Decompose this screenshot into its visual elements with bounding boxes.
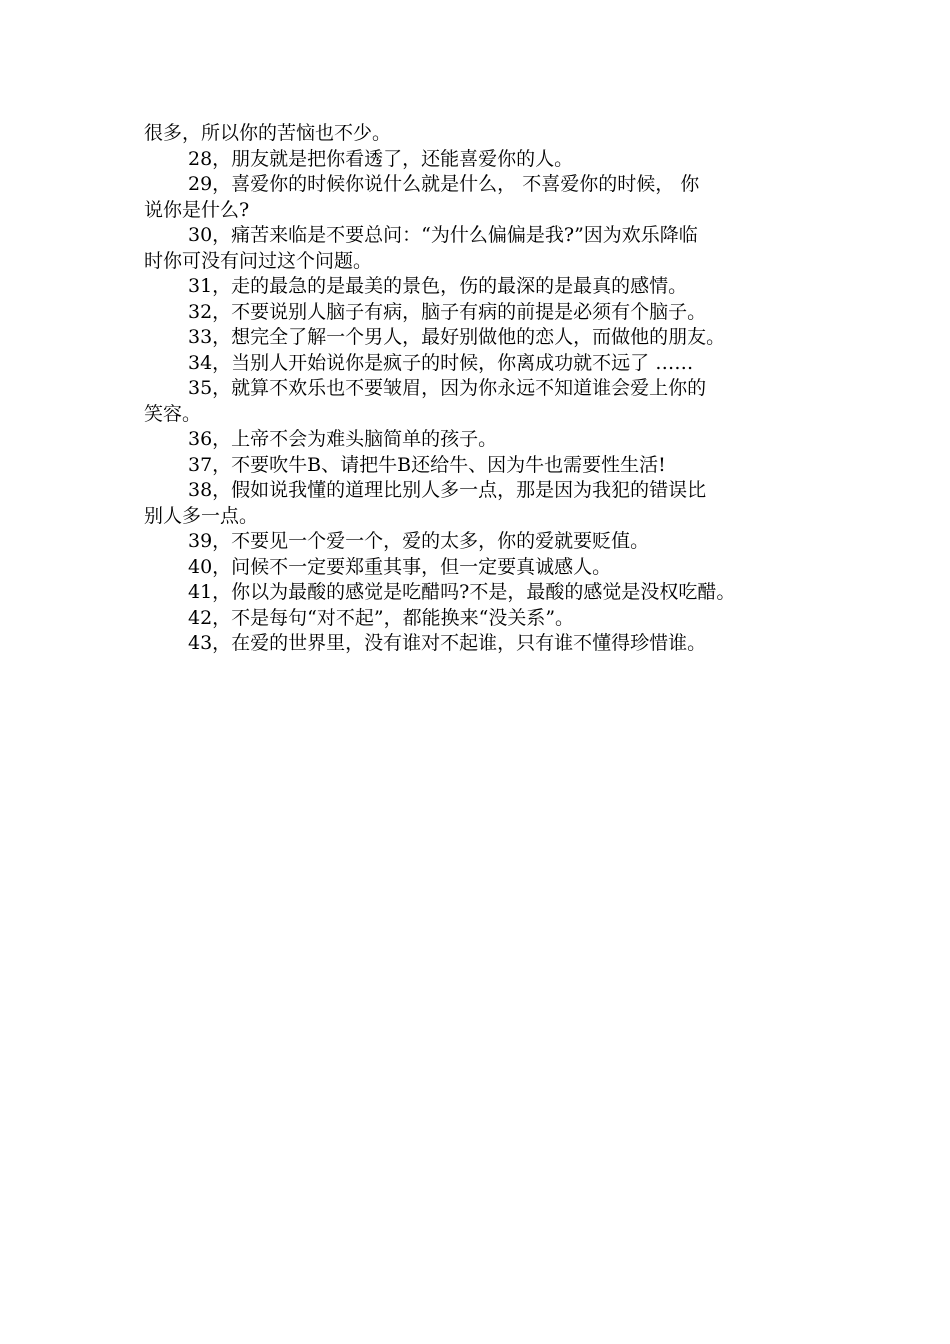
text-line: 30，痛苦来临是不要总问：“为什么偏偏是我?”因为欢乐降临 — [188, 224, 698, 246]
text-line: 很多，所以你的苦恼也不少。 — [144, 122, 392, 144]
document-body — [144, 121, 824, 657]
text-line: 33，想完全了解一个男人，最好别做他的恋人，而做他的朋友。 — [188, 326, 726, 348]
text-line: 36，上帝不会为难头脑简单的孩子。 — [188, 428, 498, 450]
text-line: 说你是什么? — [144, 198, 250, 221]
text-line: 时你可没有问过这个问题。 — [144, 249, 373, 272]
text-line: 别人多一点。 — [144, 504, 259, 527]
text-line: 28，朋友就是把你看透了，还能喜爱你的人。 — [188, 147, 574, 170]
text-line: 39，不要见一个爱一个，爱的太多，你的爱就要贬值。 — [188, 530, 650, 552]
text-line: 41，你以为最酸的感觉是吃醋吗?不是，最酸的感觉是没权吃醋。 — [188, 581, 736, 603]
text-line: 29，喜爱你的时候你说什么就是什么， 不喜爱你的时候， 你 — [188, 173, 700, 195]
text-line: 32，不要说别人脑子有病，脑子有病的前提是必须有个脑子。 — [188, 300, 707, 323]
text-line: 35，就算不欢乐也不要皱眉，因为你永远不知道谁会爱上你的 — [188, 377, 707, 399]
text-line: 40，问候不一定要郑重其事，但一定要真诚感人。 — [188, 555, 612, 578]
text-line: 37，不要吹牛B、请把牛B还给牛、因为牛也需要性生活! — [188, 453, 666, 476]
text-line: 43，在爱的世界里，没有谁对不起谁，只有谁不懂得珍惜谁。 — [188, 632, 707, 654]
text-line: 31，走的最急的是最美的景色，伤的最深的是最真的感情。 — [188, 275, 688, 297]
text-line: 42，不是每句“对不起”，都能换来“没关系”。 — [188, 606, 575, 629]
text-line: 38，假如说我懂的道理比别人多一点，那是因为我犯的错误比 — [188, 479, 707, 501]
text-line: 笑容。 — [144, 402, 202, 425]
text-line: 34，当别人开始说你是疯子的时候，你离成功就不远了 …… — [188, 351, 694, 374]
